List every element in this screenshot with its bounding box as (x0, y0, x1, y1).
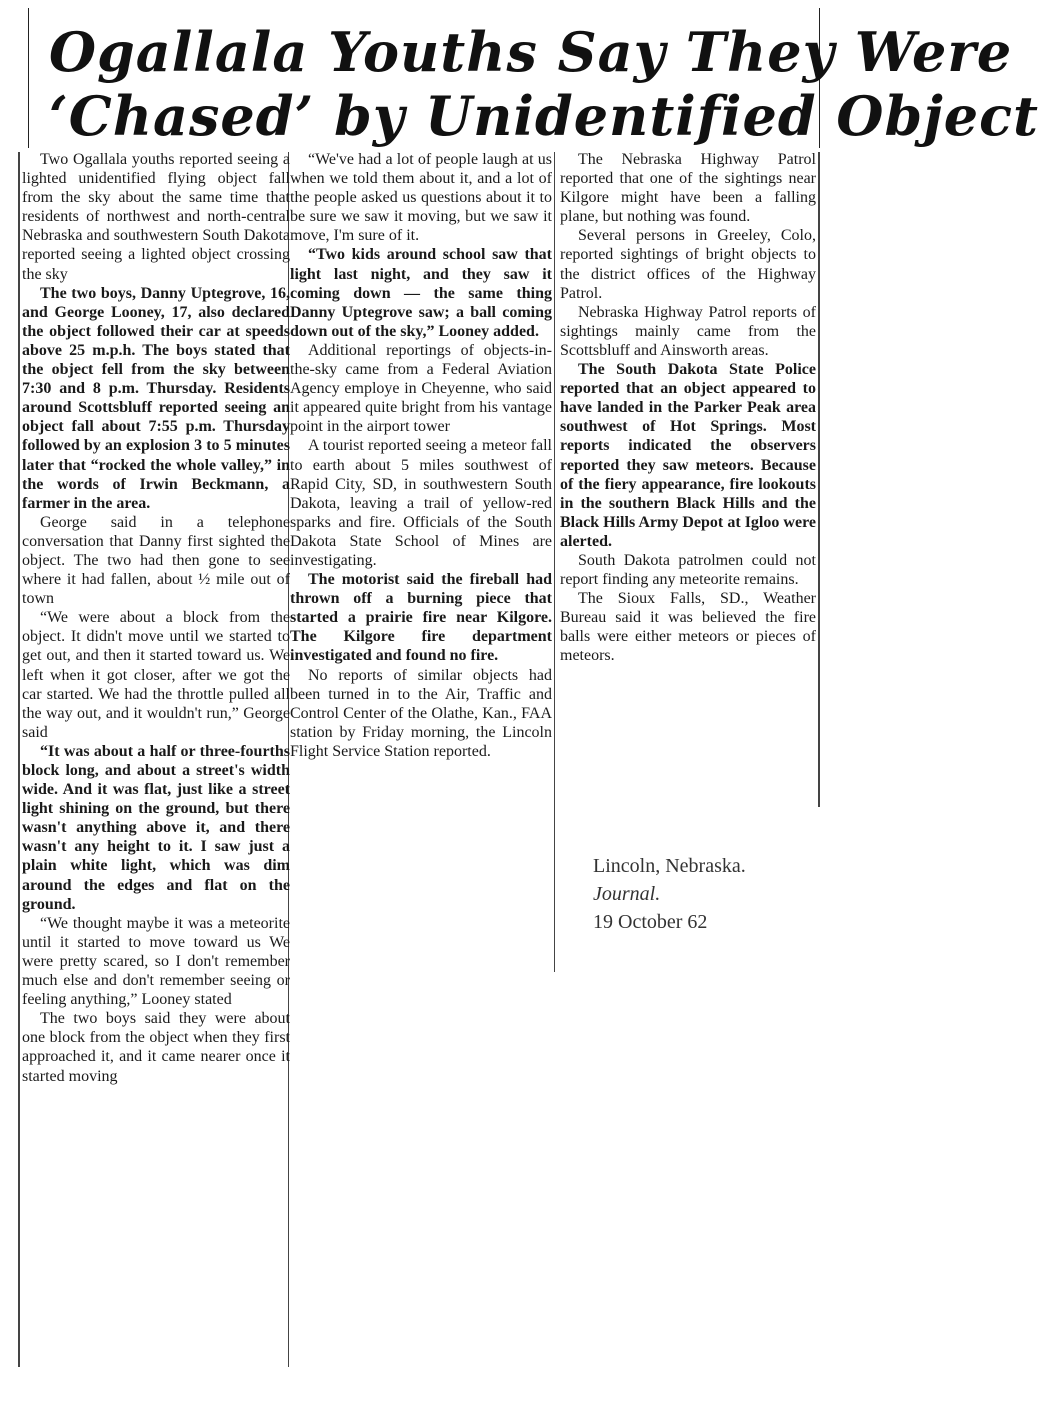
source-citation (593, 852, 746, 936)
paragraph: No reports of similar objects had been turned in to the Air, Traffic and Control Center of the Olathe, Kan., FAA station by Friday morning, the Lincoln Flight Service Station reported. (290, 666, 552, 760)
headline-box (28, 8, 1039, 148)
paragraph: Nebraska Highway Patrol reports of sightings mainly came from the Scottsbluff and Ainsworth areas. (560, 303, 816, 359)
paragraph: Two Ogallala youths reported seeing a lighted unidentified flying object fall from the sky about the same time that residents of northwest and north-central Nebraska and southwestern South Dakota reported seeing a lighted object crossing the sky (22, 151, 290, 283)
article-column-2 (290, 150, 552, 761)
paragraph: The two boys, Danny Uptegrove, 16, and George Looney, 17, also declared the object followed their car at speeds above 25 m.p.h. The boys stated that the object fell from the sky between 7:30 and 8 p.m. Thursday. Residents around Scottsbluff reported seeing an object fall about 7:55 p.m. Thursday followed by an explosion 3 to 5 minutes later that “rocked the whole valley,” in the words of Irwin Beckmann, a farmer in the area. (22, 284, 290, 512)
paragraph: The Sioux Falls, SD., Weather Bureau said it was believed the fire balls were either meteors or pieces of meteors. (560, 590, 816, 665)
article-column-1 (22, 150, 290, 1086)
source-publication: Journal. (593, 883, 661, 905)
paragraph: “We thought maybe it was a meteorite until it started to move toward us We were pretty scared, so I don't remember much else and don't remember seeing or feeling anything,” Looney stated (22, 914, 290, 1009)
column-divider-3 (818, 152, 820, 807)
paragraph: The Nebraska Highway Patrol reported that one of the sightings near Kilgore might have been a falling plane, but nothing was found. (560, 151, 816, 226)
headline-line-1: Ogallala Youths Say They Were (49, 20, 1013, 84)
headline-line-2: ‘Chased’ by Unidentified Object (49, 84, 1039, 148)
paragraph: Additional reportings of objects-in-the-sky came from a Federal Aviation Agency employe in Cheyenne, who said it appeared quite bright from his vantage point in the airport tower (290, 341, 552, 436)
paragraph: “It was about a half or three-fourths block long, and about a street's width wide. And it was flat, just like a street light shining on the ground, but there wasn't anything above it, and there wasn't any height to it. I saw just a plain white light, which was dim around the edges and flat on the ground. (22, 742, 290, 913)
paragraph: South Dakota patrolmen could not report finding any meteorite remains. (560, 551, 816, 589)
source-city: Lincoln, Nebraska. (593, 855, 746, 877)
paragraph: The South Dakota State Police reported that an object appeared to have landed in the Parker Peak area southwest of Hot Springs. Most reports indicated the observers reported they saw meteors. Because of the fiery appearance, fire lookouts in the southern Black Hills and the Black Hills Army Depot at Igloo were alerted. (560, 361, 816, 550)
paragraph: The two boys said they were about one block from the object when they first approached it, and it came nearer once it started moving (22, 1010, 290, 1085)
left-edge-rule (18, 152, 20, 1367)
paragraph: George said in a telephone conversation that Danny first sighted the object. The two had then gone to see where it had fallen, about ½ mile out of town (22, 513, 290, 608)
article-column-3 (560, 150, 816, 666)
paragraph: Several persons in Greeley, Colo, reported sightings of bright objects to the district offices of the Highway Patrol. (560, 227, 816, 302)
paragraph: “We've had a lot of people laugh at us when we told them about it, and a lot of the people asked us questions about it to be sure we saw it moving, but we saw it move, I'm sure of it. (290, 151, 552, 245)
source-date: 19 October 62 (593, 911, 708, 933)
paragraph: “We were about a block from the object. It didn't move until we started to get out, and then it started toward us. We left when it got closer, after we got the car started. We had the throttle pulled all the way out, and it wouldn't run,” George said (22, 609, 290, 741)
paragraph: A tourist reported seeing a meteor fall to earth about 5 miles southwest of Rapid City, SD, in southwestern South Dakota, leaving a trail of yellow-red sparks and fire. Officials of the South Dakota State School of Mines are investigating. (290, 437, 552, 569)
paragraph: “Two kids around school saw that light last night, and they saw it coming down — the same thing Danny Uptegrove saw; a ball coming down out of the sky,” Looney added. (290, 246, 552, 340)
paragraph: The motorist said the fireball had thrown off a burning piece that started a prairie fire near Kilgore. The Kilgore fire department investigated and found no fire. (290, 571, 552, 665)
column-divider-2 (554, 152, 555, 972)
